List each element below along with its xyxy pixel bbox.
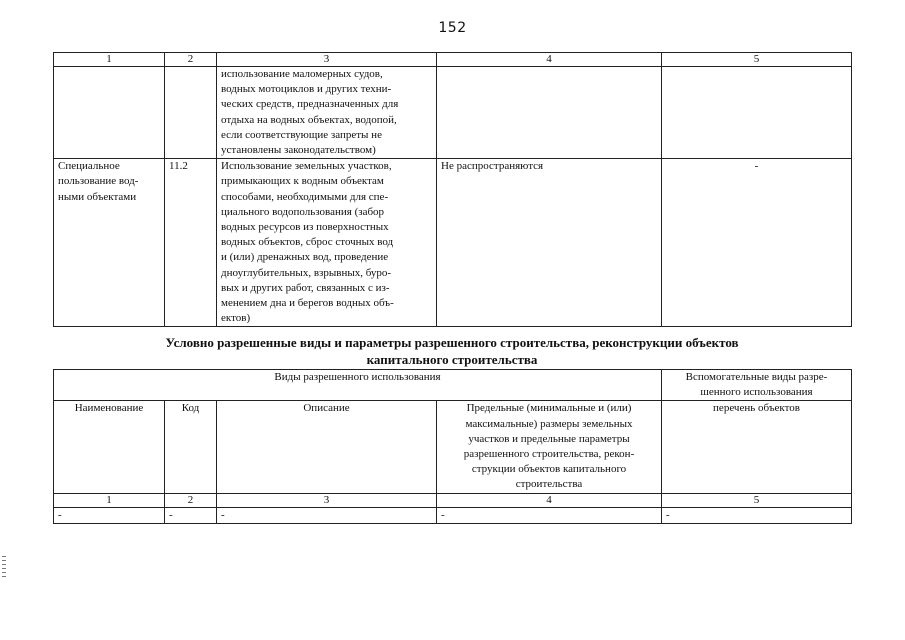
limits-header-line: струкции объектов капитального: [471, 463, 627, 476]
description-cell: [217, 159, 437, 327]
limits-cell: [437, 67, 662, 159]
name-line: ными объектами: [58, 190, 137, 203]
section-heading-line: капитального строительства: [366, 352, 538, 367]
column-number-row: [54, 53, 852, 67]
description-line: способами, необходимыми для спе-: [221, 190, 389, 203]
scan-margin-marks: [2, 556, 6, 580]
description-line: использование маломерных судов,: [221, 68, 383, 80]
column-header-row: [54, 401, 852, 493]
column-number: 1: [54, 53, 165, 67]
column-number: 5: [662, 493, 852, 507]
description-line: менением дна и берегов водных объ-: [221, 297, 394, 310]
description-line: Использование земельных участков,: [221, 160, 392, 173]
column-number: 3: [217, 53, 437, 67]
description-line: водных мотоциклов и других техни-: [221, 83, 392, 96]
column-header-description: Описание: [217, 401, 437, 493]
data-cell: -: [437, 507, 662, 523]
data-cell: -: [165, 507, 217, 523]
limits-header-line: участков и предельные параметры: [468, 432, 630, 445]
limits-header-line: строительства: [515, 478, 583, 491]
column-header-name: Наименование: [54, 401, 165, 493]
section-heading: [53, 334, 851, 368]
column-number: 4: [437, 493, 662, 507]
column-header-limits: [437, 401, 662, 493]
description-line: отдыха на водных объектах, водопой,: [221, 113, 397, 126]
group-header-row: [54, 370, 852, 401]
description-line: ческих средств, предназначенных для: [221, 98, 399, 111]
description-line: водных объектов, сброс сточных вод: [221, 236, 394, 249]
section-heading-line: Условно разрешенные виды и параметры разрешенного строительства, реконструкции объектов: [165, 335, 739, 350]
aux-group-header: [662, 370, 852, 401]
description-line: установлены законодательством): [221, 144, 376, 157]
description-cell: [217, 67, 437, 159]
code-cell: 11.2: [165, 159, 217, 327]
description-line: и (или) дренажных вод, проведение: [221, 251, 389, 264]
aux-group-header-line: шенного использования: [700, 386, 813, 399]
description-line: ектов): [221, 312, 251, 325]
column-number-row: [54, 493, 852, 507]
aux-cell: -: [662, 159, 852, 327]
description-line: водных ресурсов из поверхностных: [221, 221, 389, 234]
column-number: 5: [662, 53, 852, 67]
page-number: 152: [438, 20, 467, 36]
limits-header-line: максимальные) размеры земельных: [465, 417, 633, 430]
description-line: циального водопользования (забор: [221, 205, 385, 218]
description-line: если соответствующие запреты не: [221, 128, 382, 141]
limits-header-line: разрешенного строительства, рекон-: [463, 448, 635, 461]
description-line: дноуглубительных, взрывных, буро-: [221, 266, 392, 279]
aux-group-header-line: Вспомогательные виды разре-: [685, 371, 828, 383]
name-cell: [54, 67, 165, 159]
column-header-aux: перечень объектов: [662, 401, 852, 493]
column-number: 2: [165, 493, 217, 507]
column-number: 4: [437, 53, 662, 67]
table-row: [54, 507, 852, 523]
group-header: Виды разрешенного использования: [54, 370, 662, 401]
name-line: пользование вод-: [58, 175, 139, 188]
data-cell: -: [217, 507, 437, 523]
data-cell: -: [54, 507, 165, 523]
permitted-use-table: [53, 52, 852, 327]
column-number: 1: [54, 493, 165, 507]
limits-header-line: Предельные (минимальные и (или): [466, 402, 632, 415]
description-line: вых и других работ, связанных с из-: [221, 281, 390, 294]
column-number: 3: [217, 493, 437, 507]
table-row: [54, 67, 852, 159]
aux-cell: [662, 67, 852, 159]
code-cell: [165, 67, 217, 159]
limits-cell: Не распространяются: [437, 159, 662, 327]
name-line: Специальное: [58, 160, 120, 173]
column-number: 2: [165, 53, 217, 67]
description-line: примыкающих к водным объектам: [221, 175, 384, 188]
data-cell: -: [662, 507, 852, 523]
conditional-use-table: [53, 369, 852, 524]
name-cell: [54, 159, 165, 327]
column-header-code: Код: [165, 401, 217, 493]
table-row: [54, 159, 852, 327]
